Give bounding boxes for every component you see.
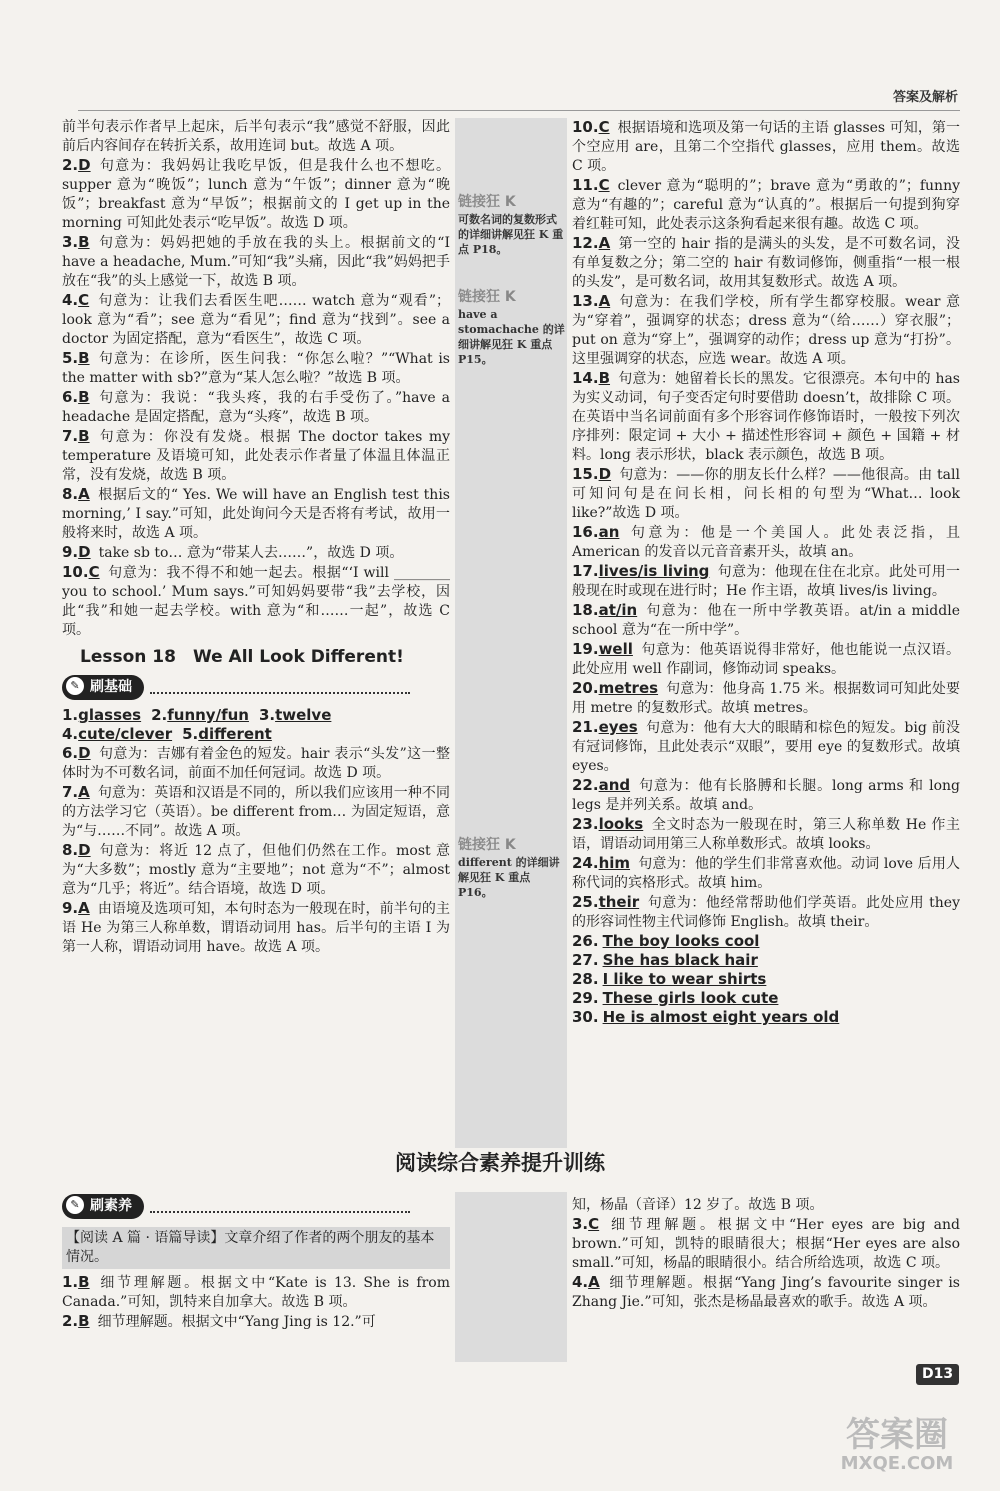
- reading-right-column: [572, 1196, 960, 1312]
- sentence-number: 30.: [572, 1008, 599, 1026]
- item-number: 2.: [62, 1312, 79, 1330]
- answer-item: [572, 718, 960, 776]
- item-explanation: 前半句表示作者早上起床，后半句表示“我”感觉不舒服，因此前后内容间存在转折关系，故用连词 but。故选 A 项。: [62, 119, 450, 154]
- item-number: 19.: [572, 640, 599, 658]
- book-icon: ✎: [66, 677, 84, 695]
- item-number: 6.: [62, 744, 79, 762]
- item-number: 3.: [572, 1215, 589, 1233]
- item-explanation: 句意为：——你的朋友长什么样？——他很高。由 tall 可知问句是在问长相，问长相的句型为“What… look like?”故选 D 项。: [572, 467, 960, 521]
- answer-item: [572, 523, 960, 562]
- item-number: 3.: [62, 233, 79, 251]
- item-answer: D: [598, 465, 612, 483]
- item-explanation: 根据后文的“ Yes. We will have an English test this morning,’ I say.”可知，此处询问今天是否将有考试，故用一般将来时，故选 A 项。: [62, 487, 450, 541]
- item-explanation: 句意为：我不得不和她一起去。根据“‘I will ________ you to school.’ Mum says.”可知妈妈要带“我”去学校，因此“我”和她一起去学校。with 意为“和……一起”，故选 C 项。: [62, 565, 450, 638]
- badge-literacy: ✎ 刷素养: [62, 1194, 410, 1219]
- answer-item: [62, 349, 450, 388]
- item-number: 24.: [572, 854, 599, 872]
- item-explanation: 句意为：他现在住在北京。此处可用一般现在时或现在进行时；He 作主语，故填 lives/is living。: [572, 564, 960, 599]
- short-answer: different: [198, 725, 272, 743]
- answer-item: [62, 563, 450, 640]
- answer-item: [62, 1312, 450, 1332]
- answer-item: [62, 1273, 450, 1312]
- answer-item: [62, 899, 450, 957]
- item-explanation: 知，杨晶（音译）12 岁了。故选 B 项。: [572, 1197, 824, 1213]
- item-answer: A: [78, 783, 90, 801]
- item-number: 13.: [572, 292, 599, 310]
- watermark-logo: 答案圈 MXQE.COM: [840, 1415, 954, 1474]
- item-explanation: 句意为：在诊所，医生问我：“你怎么啦？”“What is the matter with sb?”意为“某人怎么啦？”故选 B 项。: [62, 351, 450, 386]
- item-explanation: 句意为：他在一所中学教英语。at/in a middle school 意为“在一所中学”。: [572, 603, 960, 638]
- item-explanation: 句意为：将近 12 点了，但他们仍然在工作。most 意为“大多数”；mostly 意为“主要地”；not 意为“不”；almost 意为“几乎；将近”。结合语境，故选 D 项。: [62, 843, 450, 897]
- item-answer: B: [78, 349, 90, 367]
- item-explanation: 句意为：在我们学校，所有学生都穿校服。wear 意为“穿着”，强调穿的状态；dress 意为“（给……）穿衣服”；put on 意为“穿上”，强调穿的动作；dress up 意为“打扮”。这里强调穿的状态，应选 wear。故选 A 项。: [572, 294, 960, 367]
- item-number: 8.: [62, 841, 79, 859]
- sentence-number: 28.: [572, 970, 599, 988]
- item-explanation: 全文时态为一般现在时，第三人称单数 He 作主语，谓语动词用第三人称单数形式。故填 looks。: [572, 817, 960, 852]
- sentence-answers: [572, 932, 960, 1027]
- reading-guide: 【阅读 A 篇 · 语篇导读】文章介绍了作者的两个朋友的基本情况。: [62, 1227, 450, 1269]
- sentence-number: 29.: [572, 989, 599, 1007]
- short-answer-number: 4.: [62, 725, 79, 743]
- header-divider: [78, 110, 960, 111]
- item-answer: A: [78, 485, 90, 503]
- short-answer-number: 3.: [258, 706, 276, 724]
- answer-item: [572, 893, 960, 932]
- item-answer: D: [78, 156, 91, 174]
- item-explanation: 句意为：他经常帮助他们学英语。此处应用 they 的形容词性物主代词修饰 English。故填 their。: [572, 895, 960, 930]
- answer-item: [572, 1196, 960, 1215]
- short-answers-row-1: [62, 706, 450, 725]
- item-answer: B: [78, 233, 90, 251]
- answer-item: [572, 601, 960, 640]
- item-number: 10.: [572, 118, 599, 136]
- short-answers-row-2: [62, 725, 450, 744]
- middle-band: [455, 118, 567, 1148]
- item-number: 8.: [62, 485, 79, 503]
- reading-section-title: 阅读综合素养提升训练: [395, 1151, 605, 1175]
- item-answer: him: [598, 854, 631, 872]
- left-column: [62, 118, 450, 957]
- item-explanation: 句意为：他有大大的眼睛和棕色的短发。big 前没有冠词修饰，且此处表示“双眼”，要用 eye 的复数形式。故填 eyes。: [572, 720, 960, 774]
- answer-item: [62, 233, 450, 291]
- item-number: 4.: [572, 1273, 589, 1291]
- page-number: D13: [916, 1364, 959, 1385]
- item-number: 2.: [62, 156, 79, 174]
- item-answer: A: [598, 292, 611, 310]
- item-answer: D: [78, 744, 91, 762]
- reading-right-items: [572, 1196, 960, 1312]
- item-answer: lives/is living: [598, 562, 710, 580]
- item-answer: C: [588, 1215, 600, 1233]
- item-number: 7.: [62, 783, 79, 801]
- item-answer: A: [588, 1273, 600, 1291]
- left-top-items: [62, 118, 450, 640]
- answer-item: [572, 118, 960, 176]
- item-number: 18.: [572, 601, 599, 619]
- item-number: 9.: [62, 899, 79, 917]
- item-answer: B: [78, 1273, 90, 1291]
- sentence-answer: [572, 932, 960, 951]
- item-number: 4.: [62, 291, 79, 309]
- short-answer-number: 5.: [182, 725, 199, 743]
- answer-item: [572, 369, 960, 465]
- item-explanation: 句意为：英语和汉语是不同的，所以我们应该用一种不同的方法学习它（英语）。be different from… 为固定短语，意为“与……不同”。故选 A 项。: [62, 785, 450, 839]
- item-explanation: 第一空的 hair 指的是满头的头发，是不可数名词，没有单复数之分；第二空的 hair 有数词修饰，侧重指“一根一根的头发”，是可数名词，故用其复数形式。故选 A 项。: [572, 236, 960, 290]
- item-number: 6.: [62, 388, 79, 406]
- sentence-answer: [572, 970, 960, 989]
- answer-item: [572, 815, 960, 854]
- answer-item: [572, 854, 960, 893]
- middle-band-lower: [455, 1192, 567, 1362]
- item-answer: D: [78, 543, 91, 561]
- item-answer: D: [78, 841, 91, 859]
- short-answer: glasses: [78, 706, 142, 724]
- item-explanation: 细节理解题。根据文中“Yang Jing is 12.”可: [97, 1314, 376, 1330]
- item-explanation: 细节理解题。根据“Yang Jing’s favourite singer is Zhang Jie.”可知，张杰是杨晶最喜欢的歌手。故选 A 项。: [572, 1275, 960, 1310]
- item-answer: B: [598, 369, 611, 387]
- item-explanation: 细节理解题。根据文中“Her eyes are big and brown.”可知，凯特的眼睛很大；根据“Her eyes are also small.”可知，杨晶的眼睛很小。结合所给选项，故选 C 项。: [572, 1217, 960, 1271]
- item-answer: their: [598, 893, 640, 911]
- item-answer: an: [598, 523, 620, 541]
- reading-left-items: [62, 1273, 450, 1332]
- left-bottom-items: [62, 744, 450, 957]
- answer-item: [572, 776, 960, 815]
- item-explanation: 句意为：让我们去看医生吧…… watch 意为“观看”；look 意为“看”；see 意为“看见”；find 意为“找到”。see a doctor 为固定搭配，意为“看医生”，故选 C 项。: [62, 293, 450, 347]
- answer-item: [62, 118, 450, 156]
- item-answer: metres: [598, 679, 659, 697]
- answer-item: [572, 562, 960, 601]
- sentence-text: The boy looks cool: [602, 932, 760, 950]
- answer-item: [572, 292, 960, 369]
- item-number: 5.: [62, 349, 79, 367]
- right-column: [572, 118, 960, 1027]
- short-answer-number: 2.: [151, 706, 168, 724]
- sentence-text: I like to wear shirts: [602, 970, 767, 988]
- item-explanation: 句意为：他有长胳膊和长腿。long arms 和 long legs 是并列关系。故填 and。: [572, 778, 960, 813]
- item-answer: B: [78, 427, 90, 445]
- header-title: 答案及解析: [892, 90, 958, 105]
- item-answer: B: [78, 1312, 90, 1330]
- item-number: 7.: [62, 427, 79, 445]
- side-note-3: 链接狂 K different 的详细讲解见狂 K 重点 P16。: [458, 837, 560, 899]
- item-explanation: 句意为：他的学生们非常喜欢他。动词 love 后用人称代词的宾格形式。故填 him。: [572, 856, 960, 891]
- item-answer: looks: [598, 815, 644, 833]
- item-explanation: 句意为：他英语说得非常好，他也能说一点汉语。此处应用 well 作副词，修饰动词 speaks。: [572, 642, 960, 677]
- item-answer: B: [78, 388, 90, 406]
- answer-item: [62, 485, 450, 543]
- item-answer: A: [598, 234, 611, 252]
- item-number: 20.: [572, 679, 599, 697]
- item-explanation: 根据语境和选项及第一句话的主语 glasses 可知，第一个空应用 are，且第二个空指代 glasses，应用 them。故选 C 项。: [572, 120, 960, 174]
- item-number: 17.: [572, 562, 599, 580]
- item-number: 16.: [572, 523, 599, 541]
- badge-divider: [150, 682, 410, 694]
- item-explanation: 句意为：吉娜有着金色的短发。hair 表示“头发”这一整体时为不可数名词，前面不加任何冠词。故选 D 项。: [62, 746, 450, 781]
- short-answer: twelve: [275, 706, 332, 724]
- sentence-text: These girls look cute: [602, 989, 779, 1007]
- sentence-text: He is almost eight years old: [602, 1008, 840, 1026]
- item-number: 11.: [572, 176, 599, 194]
- item-explanation: clever 意为“聪明的”；brave 意为“勇敢的”；funny 意为“有趣的”；careful 意为“认真的”。根据后一句提到狗穿着红鞋可知，此处表示这条狗看起来很有趣。故选 C 项。: [572, 178, 960, 232]
- answer-item: [62, 744, 450, 783]
- item-number: 21.: [572, 718, 599, 736]
- answer-item: [572, 176, 960, 234]
- item-number: 10.: [62, 563, 89, 581]
- item-answer: eyes: [598, 718, 638, 736]
- sentence-answer: [572, 1008, 960, 1027]
- answer-item: [62, 156, 450, 233]
- item-explanation: 句意为：她留着长长的黑发。它很漂亮。本句中的 has 为实义动词，句子变否定句时要借助 doesn’t，故排除 C 项。在英语中当名词前面有多个形容词作修饰语时，一般按下列次序排列：限定词 + 大小 + 描述性形容词 + 颜色 + 国籍 + 材料。long 表示形状，black 表示颜色，故选 B 项。: [572, 371, 960, 463]
- item-number: 12.: [572, 234, 599, 252]
- item-answer: C: [598, 118, 610, 136]
- item-explanation: 细节理解题。根据文中“Kate is 13. She is from Canada.”可知，凯特来自加拿大。故选 B 项。: [62, 1275, 450, 1310]
- item-number: 14.: [572, 369, 599, 387]
- item-explanation: take sb to… 意为“带某人去……”，故选 D 项。: [98, 545, 404, 561]
- item-answer: at/in: [598, 601, 638, 619]
- item-explanation: 句意为：你没有发烧。根据 The doctor takes my temperature 及语境可知，此处表示作者量了体温且体温正常，没有发烧，故选 B 项。: [62, 429, 450, 483]
- sentence-answer: [572, 989, 960, 1008]
- answer-item: [572, 465, 960, 523]
- short-answer-number: 1.: [62, 706, 79, 724]
- answer-item: [572, 1273, 960, 1312]
- item-number: 9.: [62, 543, 79, 561]
- item-answer: well: [598, 640, 633, 658]
- answer-item: [62, 291, 450, 349]
- answer-item: [572, 1215, 960, 1273]
- short-answer: cute/clever: [78, 725, 173, 743]
- item-explanation: 由语境及选项可知，本句时态为一般现在时，前半句的主语 He 为第三人称单数，谓语动词用 has。后半句的主语 I 为第一人称，谓语动词用 have。故选 A 项。: [62, 901, 450, 955]
- item-explanation: 句意为：他是一个美国人。此处表泛指，且 American 的发音以元音音素开头，故填 an。: [572, 525, 960, 560]
- short-answer: funny/fun: [167, 706, 249, 724]
- item-number: 23.: [572, 815, 599, 833]
- item-answer: A: [78, 899, 90, 917]
- item-answer: C: [88, 563, 100, 581]
- item-explanation: 句意为：他身高 1.75 米。根据数词可知此处要用 metre 的复数形式。故填 metres。: [572, 681, 960, 716]
- lesson-title: Lesson 18 We All Look Different!: [80, 647, 404, 667]
- right-items: [572, 118, 960, 932]
- answer-item: [572, 679, 960, 718]
- item-number: 15.: [572, 465, 599, 483]
- answer-item: [572, 234, 960, 292]
- book-icon-2: ✎: [66, 1196, 84, 1214]
- sentence-answer: [572, 951, 960, 970]
- item-answer: C: [598, 176, 610, 194]
- side-note-1: 链接狂 K 可数名词的复数形式的详细讲解见狂 K 重点 P18。: [458, 194, 564, 256]
- item-answer: C: [78, 291, 90, 309]
- item-explanation: 句意为：妈妈把她的手放在我的头上。根据前文的“I have a headache, Mum.”可知“我”头痛，因此“我”妈妈把手放在“我”的头上感觉一下，故选 B 项。: [62, 235, 450, 289]
- sentence-number: 26.: [572, 932, 599, 950]
- badge-divider-2: [150, 1201, 410, 1213]
- reading-left-column: [62, 1192, 450, 1332]
- item-explanation: 句意为：我说：“我头疼，我的右手受伤了。”have a headache 是固定搭配，意为“头疼”，故选 B 项。: [62, 390, 450, 425]
- item-answer: and: [598, 776, 631, 794]
- answer-item: [62, 427, 450, 485]
- item-number: 25.: [572, 893, 599, 911]
- item-number: 22.: [572, 776, 599, 794]
- sentence-number: 27.: [572, 951, 599, 969]
- answer-item: [62, 841, 450, 899]
- side-note-2: 链接狂 K have a stomachache 的详细讲解见狂 K 重点 P15。: [458, 289, 565, 366]
- badge-basic: ✎ 刷基础: [62, 675, 410, 700]
- item-explanation: 句意为：我妈妈让我吃早饭，但是我什么也不想吃。supper 意为“晚饭”；lunch 意为“午饭”；dinner 意为“晚饭”；breakfast 意为“早饭”；根据前文的 I get up in the morning 可知此处表示“吃早饭”。故选 D 项。: [62, 158, 450, 231]
- answer-item: [62, 543, 450, 563]
- answer-item: [62, 783, 450, 841]
- item-number: 1.: [62, 1273, 79, 1291]
- answer-item: [572, 640, 960, 679]
- answer-item: [62, 388, 450, 427]
- sentence-text: She has black hair: [602, 951, 758, 969]
